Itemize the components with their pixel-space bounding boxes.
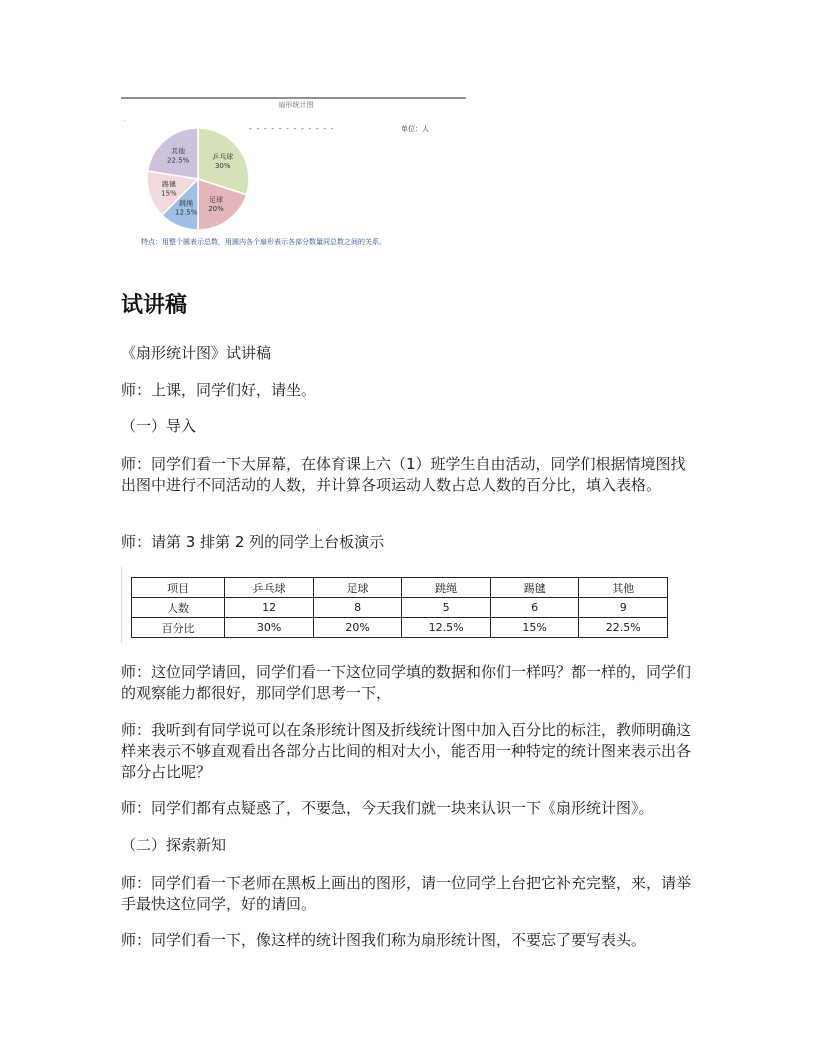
chart-caption: 特点：用整个圆表示总数，用圆内各个扇形表示各部分数量同总数之间的关系。 <box>141 238 386 246</box>
table-cell: 9 <box>579 598 668 618</box>
paragraph-title: 《扇形统计图》试讲稿 <box>121 344 272 362</box>
table-row <box>132 618 668 638</box>
chart-dotted-leader: - - - - - - - - - - - - <box>249 124 335 133</box>
table-cell: 22.5% <box>579 618 668 638</box>
section-intro-heading: （一）导入 <box>121 417 197 435</box>
pie-slice-label: 踢毽 <box>161 180 176 189</box>
data-table <box>131 577 668 638</box>
paragraph-introduce-topic: 师：同学们都有点疑惑了，不要急，今天我们就一块来认识一下《扇形统计图》。 <box>121 799 654 817</box>
pie-slice-value: 22.5% <box>167 156 190 165</box>
pie-slices <box>147 128 249 230</box>
table-cell: 5 <box>402 598 491 618</box>
paragraph-board-demo: 师：请第 3 排第 2 列的同学上台板演示 <box>121 533 385 551</box>
table-row <box>132 598 668 618</box>
table-cell: 30% <box>225 618 313 638</box>
data-table-frame <box>121 567 670 643</box>
pie-slice-value: 15% <box>161 189 177 198</box>
table-cell: 乒乓球 <box>225 578 313 598</box>
table-cell: 人数 <box>132 598 225 618</box>
paragraph-blackboard: 师：同学们看一下老师在黑板上画出的图形，请一位同学上台把它补充完整，来，请举手最快这位同学，好的请回。 <box>121 874 692 913</box>
table-cell: 12.5% <box>402 618 491 638</box>
pie-chart <box>121 95 467 260</box>
chart-title: 扇形统计图 <box>278 101 314 109</box>
table-cell: 跳绳 <box>402 578 491 598</box>
paragraph-compare: 师：这位同学请回，同学们看一下这位同学填的数据和你们一样吗？都一样的，同学们的观察能力都很好，那同学们思考一下， <box>121 663 692 702</box>
pie-slice-value: 20% <box>208 204 224 213</box>
table-cell: 踢毽 <box>490 578 578 598</box>
table-cell: 6 <box>490 598 578 618</box>
pie-slice-label: 跳绳 <box>179 199 194 208</box>
chart-unit-note: 单位：人 <box>401 125 429 133</box>
section-explore-heading: （二）探索新知 <box>121 836 227 854</box>
table-cell: 20% <box>313 618 401 638</box>
page-heading: 试讲稿 <box>121 293 188 318</box>
table-header-row <box>132 578 668 598</box>
table-cell: 12 <box>225 598 313 618</box>
pie-slice-value: 30% <box>214 162 231 171</box>
pie-slice-label: 其他 <box>171 147 186 156</box>
table-cell: 15% <box>490 618 578 638</box>
paragraph-question: 师：我听到有同学说可以在条形统计图及折线统计图中加入百分比的标注，教师明确这样来表示不够直观看出各部分占比间的相对大小，能否用一种特定的统计图来表示出各部分占比呢？ <box>121 721 692 781</box>
pie-slice-value: 12.5% <box>175 208 198 217</box>
chart-marker: . <box>124 116 126 123</box>
table-cell: 8 <box>313 598 401 618</box>
pie-slice-label: 足球 <box>208 195 223 204</box>
table-cell: 项目 <box>132 578 225 598</box>
table-cell: 百分比 <box>132 618 225 638</box>
paragraph-intro: 师：同学们看一下大屏幕，在体育课上六（1）班学生自由活动，同学们根据情境图找出图中进行不同活动的人数，并计算各项运动人数占总人数的百分比，填入表格。 <box>121 455 686 494</box>
paragraph-definition: 师：同学们看一下，像这样的统计图我们称为扇形统计图，不要忘了要写表头。 <box>121 931 647 949</box>
paragraph-greeting: 师：上课，同学们好，请坐。 <box>121 381 317 399</box>
pie-slice-label: 乒乓球 <box>212 153 234 162</box>
table-cell: 足球 <box>313 578 401 598</box>
pie-chart-figure <box>121 95 467 260</box>
table-cell: 其他 <box>579 578 668 598</box>
